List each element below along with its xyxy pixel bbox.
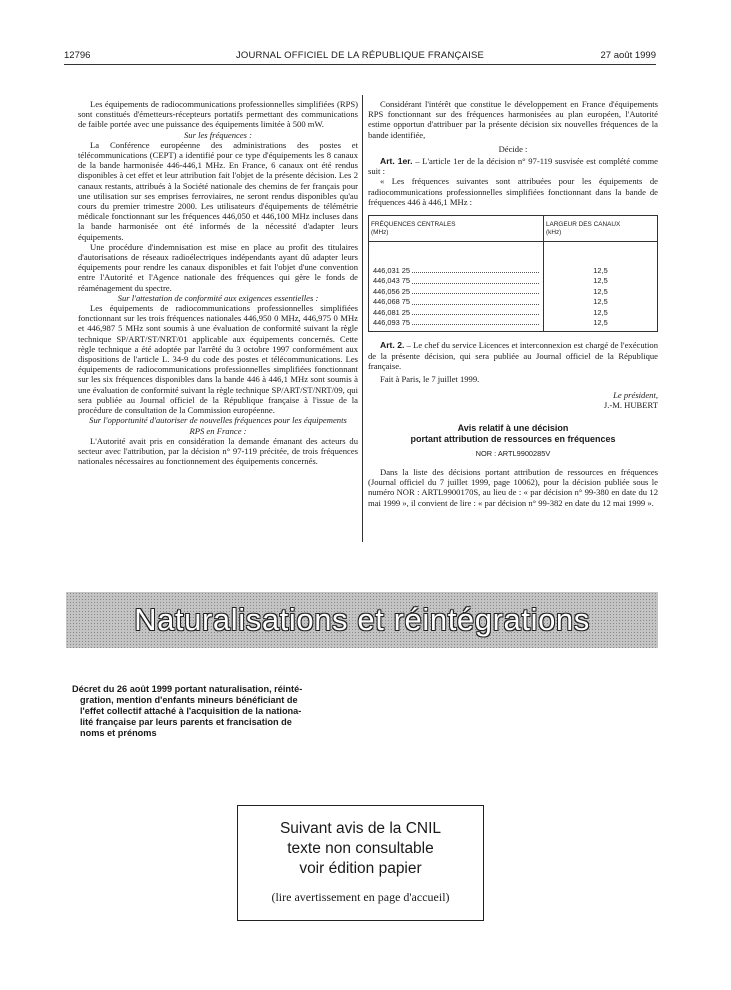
- signature-name: J.-M. HUBERT: [603, 400, 658, 411]
- notice-title-line: portant attribution de ressources en fréquences: [410, 433, 616, 444]
- article-2: [368, 340, 658, 371]
- width-cell: 12,5: [544, 308, 658, 318]
- paragraph: Les équipements de radiocommunications professionnelles simplifiées (RPS) sont constitués d'émetteurs-récepteurs portatifs permettant des communications de faible portée avec une puissance des équipements limitée à 500 mW.: [78, 99, 358, 130]
- section-banner: [66, 592, 658, 648]
- decree-title-line: Décret du 26 août 1999 portant naturalisation, réinté-: [72, 684, 303, 694]
- table-row: [369, 308, 658, 318]
- table-row: [369, 276, 658, 286]
- right-column: [368, 99, 658, 508]
- article-text: – L'article 1er de la décision n° 97-119 susvisée est complété comme suit :: [368, 156, 658, 177]
- cnil-line: texte non consultable: [287, 840, 434, 857]
- width-cell: 12,5: [544, 287, 658, 297]
- frequency-cell: 446,031 25: [373, 266, 410, 276]
- decree-title: [72, 684, 362, 739]
- width-cell: 12,5: [544, 276, 658, 286]
- cnil-line: voir édition papier: [299, 860, 422, 877]
- date-line: Fait à Paris, le 7 juillet 1999.: [380, 374, 480, 385]
- paragraph: La Conférence européenne des administrations des postes et télécommunications (CEPT) a identifié pour ce type d'équipements les 8 canaux de la bande harmonisée 446-446,1 MHz. En France, 6 canaux ont été rendus disponibles à cet effet et leur attribution fait l'objet de la présente décision. Les 2 canaux restants, attribués à la Société nationale des chemins de fer français pour une utilisation sur ses emprises ferroviaires, ne seront rendus disponibles qu'au cours du premier trimestre 2000. Les utilisateurs d'équipements de télémétrie médicale fonctionnant sur les fréquences 446,050 et 446,100 MHz incluses dans la bande harmonisée ont été informés de la nécessité d'adapter leurs équipements.: [78, 139, 358, 242]
- width-cell: 12,5: [544, 297, 658, 307]
- table-header: [544, 216, 658, 242]
- article-label: Art. 2.: [380, 340, 405, 351]
- article-1: [368, 156, 658, 176]
- table-row: [369, 318, 658, 332]
- cnil-line: Suivant avis de la CNIL: [279, 820, 442, 837]
- decree-title-line: gration, mention d'enfants mineurs bénéficiant de: [80, 695, 298, 705]
- article-text: – Le chef du service Licences et interconnexion est chargé de l'exécution de la présente décision, qui sera publiée au Journal officiel de la République française.: [368, 340, 658, 371]
- section-heading: Sur les fréquences :: [183, 129, 253, 140]
- paragraph: Les équipements de radiocommunications professionnelles simplifiées fonctionnant sur les trois fréquences nationales 446,950 0 MHz, 446,975 0 MHz et 446,987 5 MHz sont soumis à une évaluation de conformité suivant la règle technique SP/ART/ST/NRT/01 applicable aux équipements concernés. Cette règle technique a été adoptée par l'arrêté du 3 octobre 1997 conformément aux dispositions de l'article L. 34-9 du code des postes et télécommunications. Les équipements de radiocommunications professionnelles simplifiées fonctionnant sur les six fréquences disponibles dans la bande 446 à 446,1 MHz sont soumis à une évaluation de conformité suivant la règle technique SP/ART/ST/NRT/09, qui sera publiée au Journal officiel de la République française à l'issue de la procédure de consultation de la Commission européenne.: [78, 303, 358, 416]
- paragraph: L'Autorité avait pris en considération la demande émanant des acteurs du secteur avec l'attribution, par la décision n° 97-119 précitée, de trois fréquences nationales nécessaires au fonctionnement des équipements concernés.: [78, 435, 358, 467]
- header-label: FRÉQUENCES CENTRALES: [371, 221, 456, 229]
- paragraph: Une procédure d'indemnisation est mise en place au profit des titulaires d'autorisations de réseaux radioélectriques indépendants ayant dû adapter leurs équipements pour rendre les canaux disponibles et fait l'objet d'une convention entre l'Autorité et l'Agence nationale des fréquences qui gère le fonds de réaménagement du spectre.: [78, 241, 358, 293]
- cnil-notice-box: [237, 805, 484, 921]
- article-label: Art. 1er.: [380, 156, 413, 167]
- section-heading: Sur l'opportunité d'autoriser de nouvelles fréquences pour les équipements RPS en France :: [89, 415, 347, 436]
- decide-heading: Décide :: [498, 143, 528, 154]
- decree-title-line: l'effet collectif attaché à l'acquisition de la nationa-: [80, 706, 302, 716]
- table-row: [369, 287, 658, 297]
- signature-title: Le président,: [613, 390, 658, 401]
- notice-title: [368, 423, 658, 445]
- quoted-paragraph: « Les fréquences suivantes sont attribuées pour les équipements de radiocommunications professionnelles simplifiées fonctionnant dans la bande de fréquences 446 à 446,1 MHz :: [368, 176, 658, 207]
- decree-title-line: lité française par leurs parents et francisation de: [80, 717, 292, 727]
- frequency-cell: 446,056 25: [373, 286, 410, 296]
- frequency-cell: 446,081 25: [373, 307, 410, 317]
- table-header: [369, 216, 544, 242]
- page-header: [64, 50, 656, 64]
- frequency-cell: 446,068 75: [373, 297, 410, 307]
- banner-title: Naturalisations et réintégrations: [134, 602, 590, 637]
- frequency-cell: 446,043 75: [373, 276, 410, 286]
- frequency-table: [368, 215, 658, 332]
- column-separator: [362, 95, 363, 542]
- table-row: [369, 266, 658, 276]
- left-column: [78, 99, 358, 466]
- nor-reference: NOR : ARTL9900285V: [475, 448, 551, 458]
- issue-date: 27 août 1999: [600, 50, 656, 61]
- decree-title-line: noms et prénoms: [80, 728, 157, 738]
- header-label: LARGEUR DES CANAUX: [546, 221, 621, 229]
- journal-title: JOURNAL OFFICIEL DE LA RÉPUBLIQUE FRANÇAISE: [235, 50, 485, 61]
- page-number: 12796: [64, 50, 91, 61]
- notice-paragraph: Dans la liste des décisions portant attribution de ressources en fréquences (Journal officiel du 7 juillet 1999, page 10062), pour la décision publiée sous le numéro NOR : ARTL9900170S, au lieu de : « par décision n° 99-380 en date du 12 mai 1999 », il convient de lire : « par décision n° 99-382 en date du 12 mai 1999 ».: [368, 466, 658, 508]
- section-heading: Sur l'attestation de conformité aux exigences essentielles :: [117, 292, 319, 303]
- header-unit: (kHz): [546, 229, 562, 237]
- notice-title-line: Avis relatif à une décision: [457, 422, 569, 433]
- width-cell: 12,5: [544, 266, 658, 276]
- header-rule: [64, 64, 656, 65]
- header-unit: (MHz): [371, 229, 389, 237]
- paragraph: Considérant l'intérêt que constitue le développement en France d'équipements RPS fonctionnant sur des fréquences harmonisées au plan européen, l'Autorité estime opportun d'attribuer par la présente décision six nouvelles fréquences de la bande identifiée,: [368, 99, 658, 140]
- cnil-note: (lire avertissement en page d'accueil): [271, 890, 450, 904]
- width-cell: 12,5: [544, 318, 658, 332]
- signature-block: [368, 390, 658, 410]
- table-row: [369, 297, 658, 307]
- frequency-cell: 446,093 75: [373, 318, 410, 328]
